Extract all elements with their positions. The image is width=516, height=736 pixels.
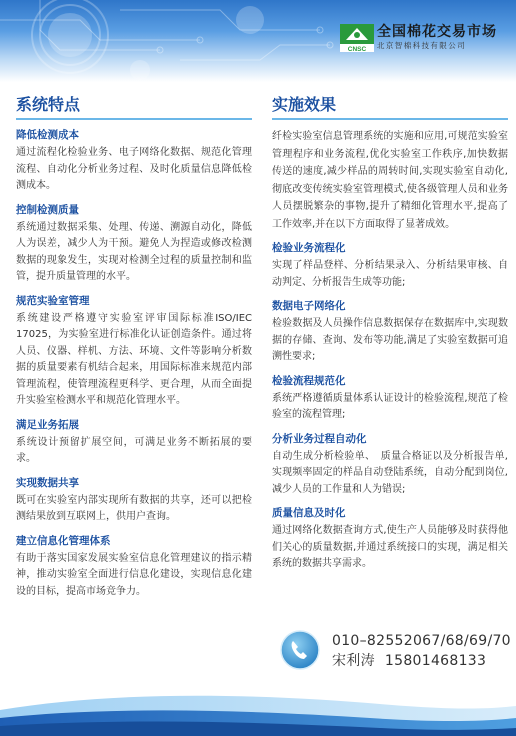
company-logo xyxy=(340,24,512,52)
logo-mark-text: CNSC xyxy=(347,46,367,52)
feature-heading: 满足业务拓展 xyxy=(16,418,79,431)
feature-heading: 实现数据共享 xyxy=(16,476,79,489)
effect-heading: 数据电子网络化 xyxy=(272,300,346,312)
effect-text: 实现了样品登样、分析结果录入、分析结果审核、自动判定、分析报告生成等功能; xyxy=(272,260,508,288)
contact-phone: 010–82552067/68/69/70 xyxy=(332,633,511,649)
features-column xyxy=(16,94,252,600)
feature-text: 系统设计预留扩展空间，可满足业务不断拓展的要求。 xyxy=(16,436,252,464)
contact-block xyxy=(280,630,511,674)
cnsc-logo-icon xyxy=(340,24,374,52)
feature-text: 通过流程化检验业务、电子网络化数据、规范化管理流程、自动化分析业务过程、及时化质量信息降低检测成本。 xyxy=(16,147,252,191)
effect-text: 自动生成分析检验单、 质量合格证以及分析报告单,实现频率固定的样品自动登陆系统，自动分配到岗位,减少人员的工作量和人为错误; xyxy=(272,450,508,495)
effect-heading: 检验业务流程化 xyxy=(272,242,346,254)
feature-text: 既可在实验室内部实现所有数据的共享，还可以把检测结果放到互联网上，供用户查询。 xyxy=(16,494,252,522)
feature-text: 有助于落实国家发展实验室信息化管理建议的指示精神，推动实验室全面进行信息化建设，实现信息化建设的目标，提高市场竞争力。 xyxy=(16,552,252,597)
contact-person xyxy=(332,652,496,670)
feature-heading: 建立信息化管理体系 xyxy=(16,534,111,547)
contact-name: 宋利涛 xyxy=(332,653,375,669)
features-title: 系统特点 xyxy=(16,94,252,120)
effect-heading: 质量信息及时化 xyxy=(272,507,346,519)
contact-mobile: 15801468133 xyxy=(384,653,487,669)
header-banner xyxy=(0,0,516,82)
effect-heading: 检验流程规范化 xyxy=(272,374,346,387)
effect-text: 通过网络化数据查询方式,使生产人员能够及时获得他们关心的质量数据,并通过系统接口的实现，满足相关系统的数据共享需求。 xyxy=(272,525,508,569)
effect-text: 系统严格遵循质量体系认证设计的检验流程,规范了检验室的流程管理; xyxy=(272,392,508,420)
logo-name: 全国棉花交易市场 xyxy=(377,24,497,40)
effects-column xyxy=(272,94,508,573)
footer-wave-decoration xyxy=(0,680,516,736)
effect-text: 检验数据及人员操作信息数据保存在数据库中,实现数据的存储、查询、发布等功能,满足了实验室数据可追溯性要求; xyxy=(272,318,508,362)
logo-subtitle: 北京智棉科技有限公司 xyxy=(377,41,466,50)
effect-heading: 分析业务过程自动化 xyxy=(272,432,367,445)
feature-text: 系统通过数据采集、处理、传递、溯源自动化，降低人为误差，减少人为干预。避免人为捏造或修改检测数据的现象发生，实现对检测全过程的质量控制和监管，提升质量管理的水平。 xyxy=(16,221,252,282)
effects-title: 实施效果 xyxy=(272,94,508,120)
effects-intro: 纤检实验室信息管理系统的实施和应用,可规范实验室管理程序和业务流程,优化实验室工作秩序,加快数据传送的速度,减少样品的周转时间,实现实验室自动化,彻底改变传统实验室管理模式,使各级管理人员和业务人员摆脱繁杂的事物,提升了精细化管理水平,提高了工作效率,并在以下方面取得了显著成效。 xyxy=(272,131,508,230)
feature-heading: 规范实验室管理 xyxy=(16,294,90,307)
feature-heading: 降低检测成本 xyxy=(16,129,79,141)
phone-icon xyxy=(280,630,320,670)
feature-text: 系统建设严格遵守实验室评审国际标准ISO/IEC 17025，为实验室进行标准化认证创造条件。通过将人员、仪器、样机、方法、环境、文件等影响分析数据的质量要素有机结合起来，用国际标准来规范内部管理流程，使管理流程更科学、更合理，从而全面提升实验室检测水平和规范化管理水平。 xyxy=(16,312,252,406)
feature-heading: 控制检测质量 xyxy=(16,203,79,216)
